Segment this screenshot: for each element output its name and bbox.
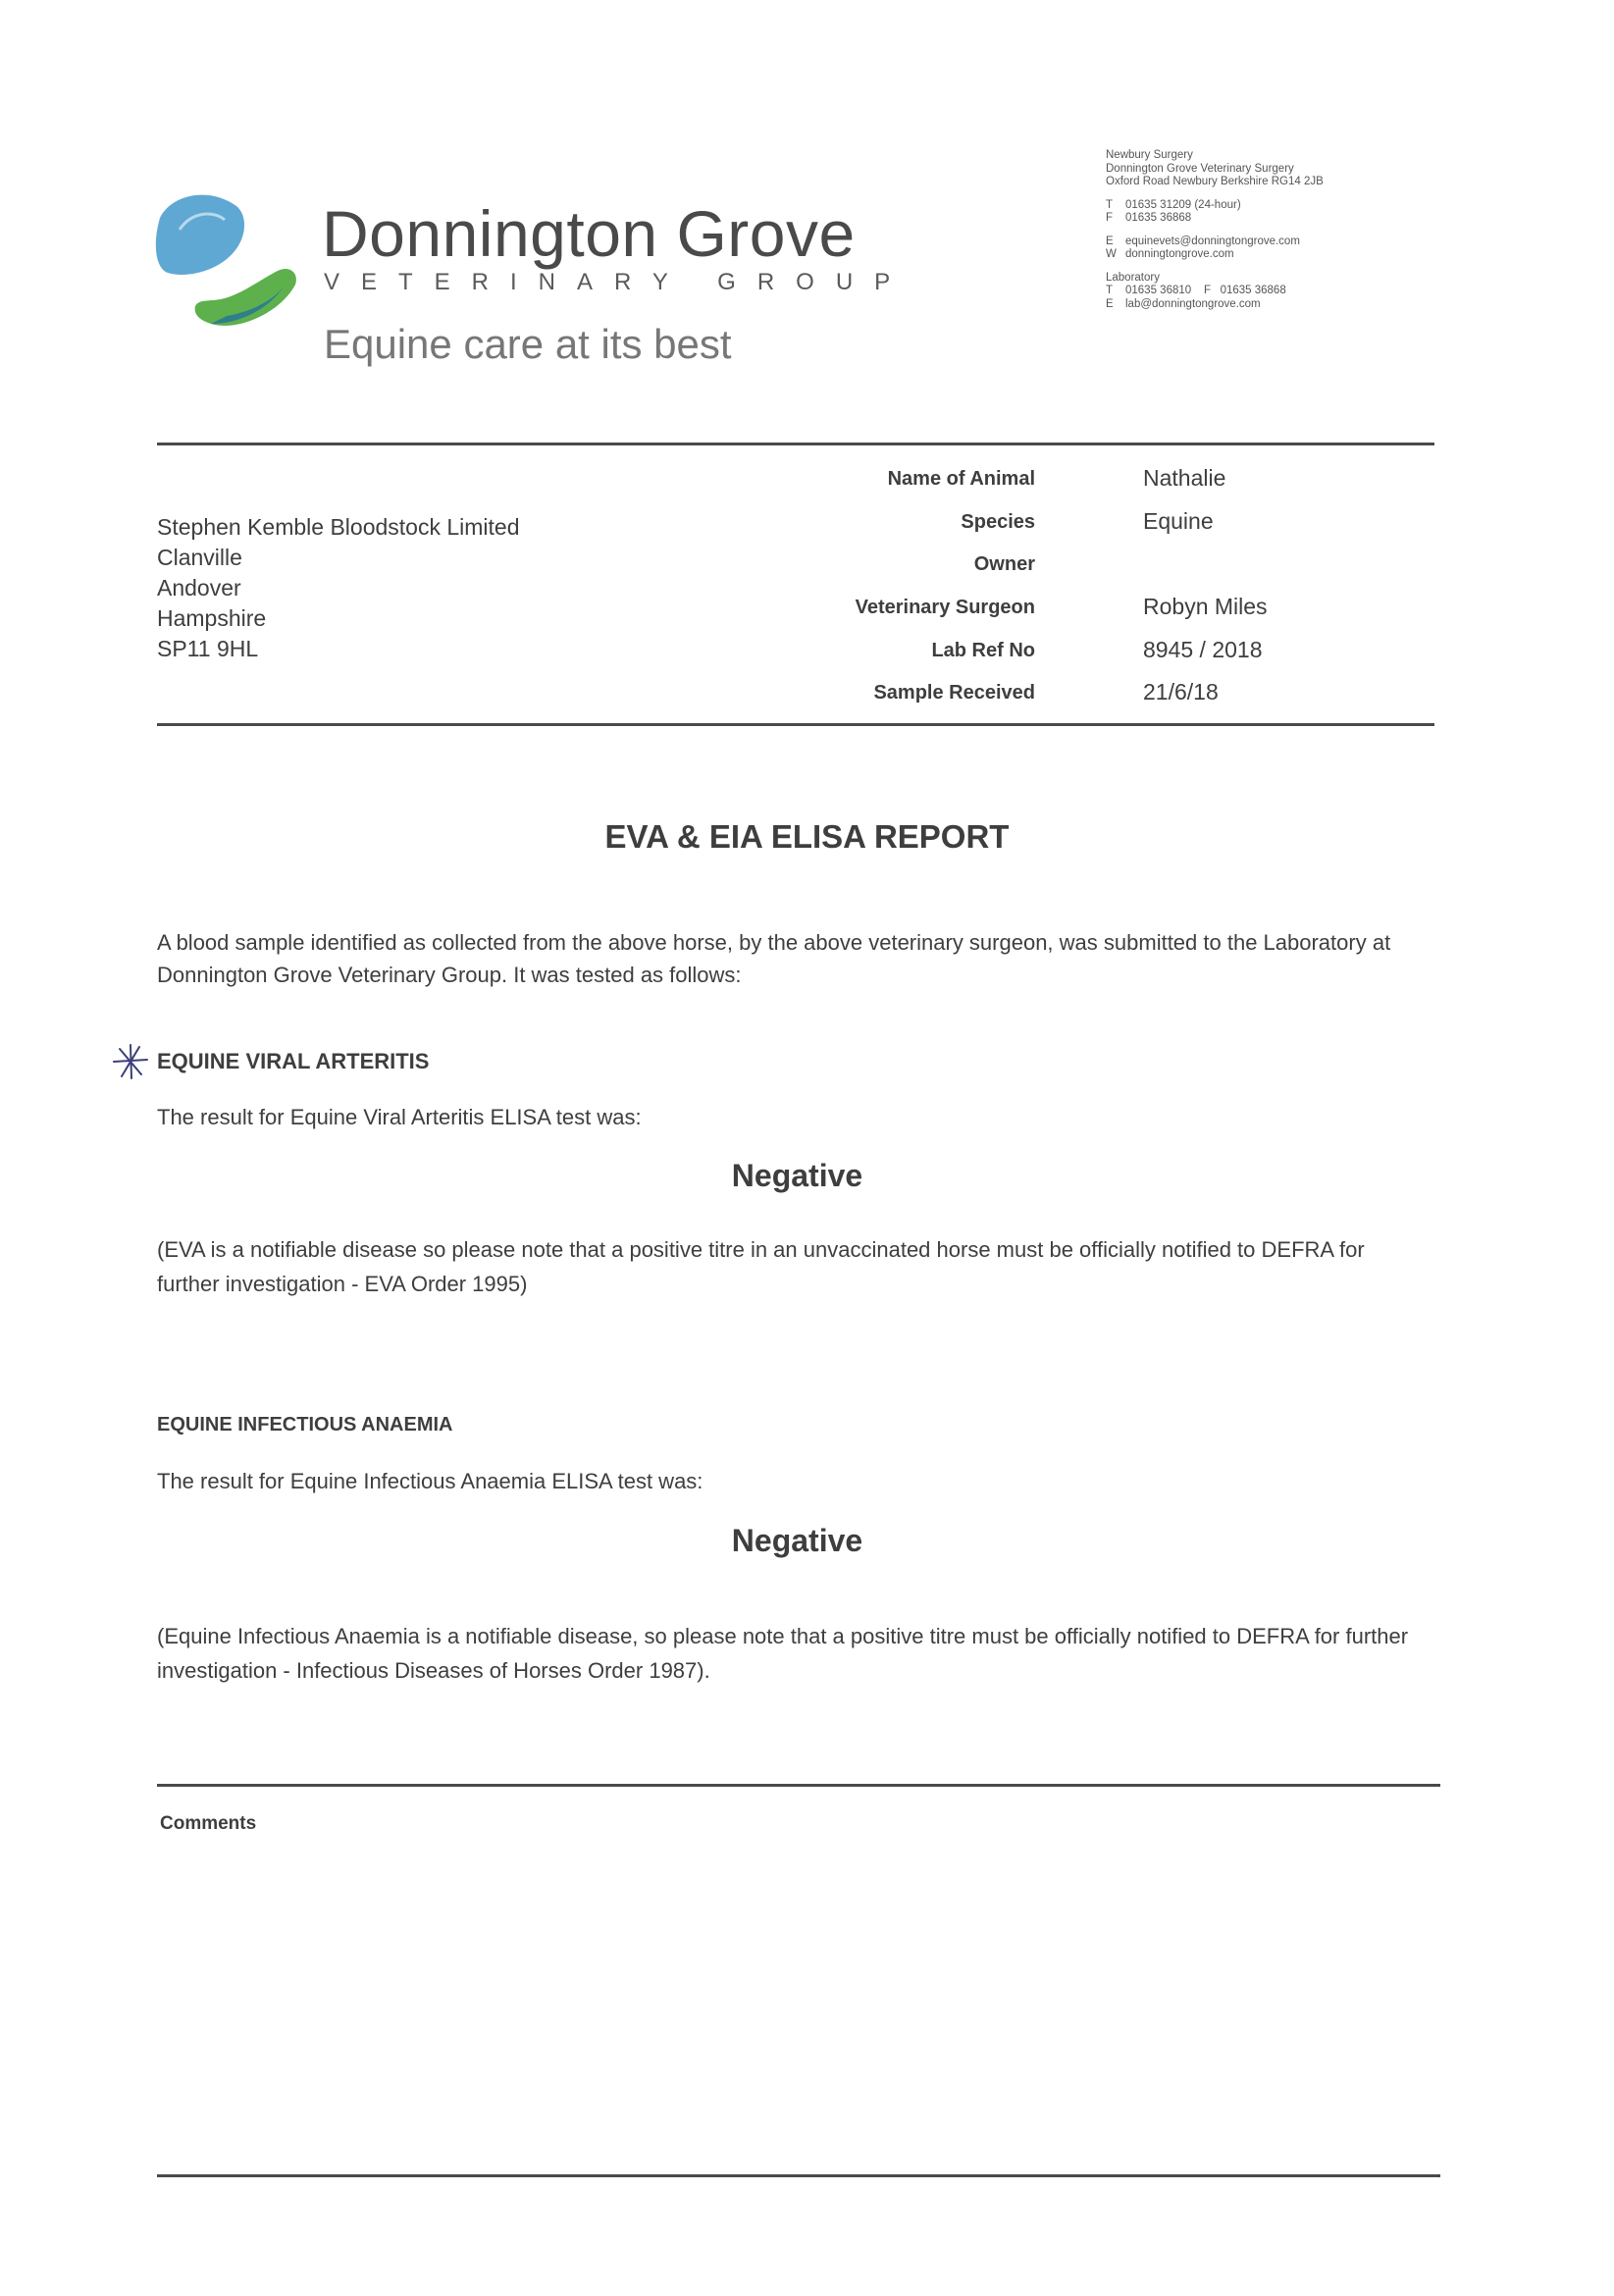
detail-value: 8945 / 2018: [1143, 637, 1263, 662]
eia-result: Negative: [731, 1523, 863, 1558]
fax-value: 01635 36868: [1125, 212, 1192, 224]
detail-value: 21/6/18: [1143, 679, 1219, 704]
surgery-address: Oxford Road Newbury Berkshire RG14 2JB: [1106, 176, 1324, 187]
lab-title: Laboratory: [1106, 271, 1160, 284]
web-row: W donningtongrove.com: [1106, 248, 1234, 260]
detail-label: Owner: [973, 553, 1035, 575]
phone-value: 01635 31209 (24-hour): [1125, 198, 1241, 211]
eva-heading: EQUINE VIRAL ARTERITIS: [157, 1049, 430, 1073]
detail-row-sample-received: [873, 679, 1393, 708]
lab-phone-row: T 01635 36810 F 01635 36868: [1106, 285, 1286, 296]
detail-label: Sample Received: [873, 682, 1035, 704]
detail-value: Robyn Miles: [1143, 594, 1268, 619]
recipient-address: [157, 512, 520, 664]
brand-tagline: Equine care at its best: [324, 321, 732, 367]
comments-label: Comments: [160, 1813, 257, 1834]
phone-row: T 01635 31209 (24-hour): [1106, 198, 1241, 211]
eia-heading: EQUINE INFECTIOUS ANAEMIA: [157, 1414, 453, 1435]
detail-label: Species: [961, 511, 1035, 533]
lab-email-row: E lab@donningtongrove.com: [1106, 297, 1261, 310]
logo-icon: [152, 177, 299, 334]
address-line: Clanville: [157, 545, 242, 570]
detail-row-owner: [883, 550, 1393, 580]
contact-block: [1106, 149, 1439, 311]
eva-result: Negative: [731, 1158, 863, 1193]
web-value: donningtongrove.com: [1125, 248, 1234, 260]
eva-result-line: The result for Equine Viral Arteritis ELISA test was:: [157, 1105, 642, 1129]
detail-label: Lab Ref No: [931, 640, 1035, 661]
email-row: E equinevets@donningtongrove.com: [1106, 235, 1300, 247]
footer-divider: [157, 2174, 1440, 2177]
header-divider: [157, 443, 1434, 445]
detail-row-name: [883, 465, 1393, 495]
detail-label: Name of Animal: [887, 468, 1035, 490]
address-line: Andover: [157, 575, 241, 600]
detail-value: Nathalie: [1143, 465, 1226, 491]
eia-result-line: The result for Equine Infectious Anaemia ELISA test was:: [157, 1469, 703, 1493]
fax-row: F 01635 36868: [1106, 212, 1192, 224]
address-line: SP11 9HL: [157, 636, 259, 661]
detail-value: Equine: [1143, 508, 1214, 534]
eia-note: (Equine Infectious Anaemia is a notifiable disease, so please note that a positive titre must be officially notified to DEFRA for further investigation - Infectious Diseases of Horses Order 1987).: [157, 1624, 1409, 1683]
lab-fax-value: 01635 36868: [1220, 285, 1286, 296]
address-line: Stephen Kemble Bloodstock Limited: [157, 514, 520, 540]
address-line: Hampshire: [157, 605, 267, 631]
lab-email-value: lab@donningtongrove.com: [1125, 297, 1261, 310]
detail-row-lab-ref: [883, 637, 1393, 666]
eva-note: (EVA is a notifiable disease so please note that a positive titre in an unvaccinated horse must be officially notified to DEFRA for further investigation - EVA Order 1995): [157, 1237, 1365, 1296]
details-divider: [157, 723, 1434, 726]
surgery-name: Donnington Grove Veterinary Surgery: [1106, 162, 1294, 175]
brand-subtitle: VETERINARY GROUP: [324, 269, 912, 295]
detail-row-surgeon: [855, 594, 1393, 623]
lab-phone-value: 01635 36810: [1125, 285, 1192, 296]
brand-name: Donnington Grove: [322, 197, 856, 270]
handwritten-asterisk-icon: [110, 1043, 151, 1080]
surgery-title: Newbury Surgery: [1106, 149, 1193, 161]
detail-row-species: [883, 508, 1393, 538]
report-title: EVA & EIA ELISA REPORT: [604, 818, 1010, 855]
email-value: equinevets@donningtongrove.com: [1125, 235, 1300, 247]
comments-divider: [157, 1784, 1440, 1787]
detail-label: Veterinary Surgeon: [855, 597, 1035, 618]
report-intro: A blood sample identified as collected from the above horse, by the above veterinary surgeon, was submitted to the Laboratory at Donnington Grove Veterinary Group. It was tested as follows:: [157, 930, 1391, 987]
